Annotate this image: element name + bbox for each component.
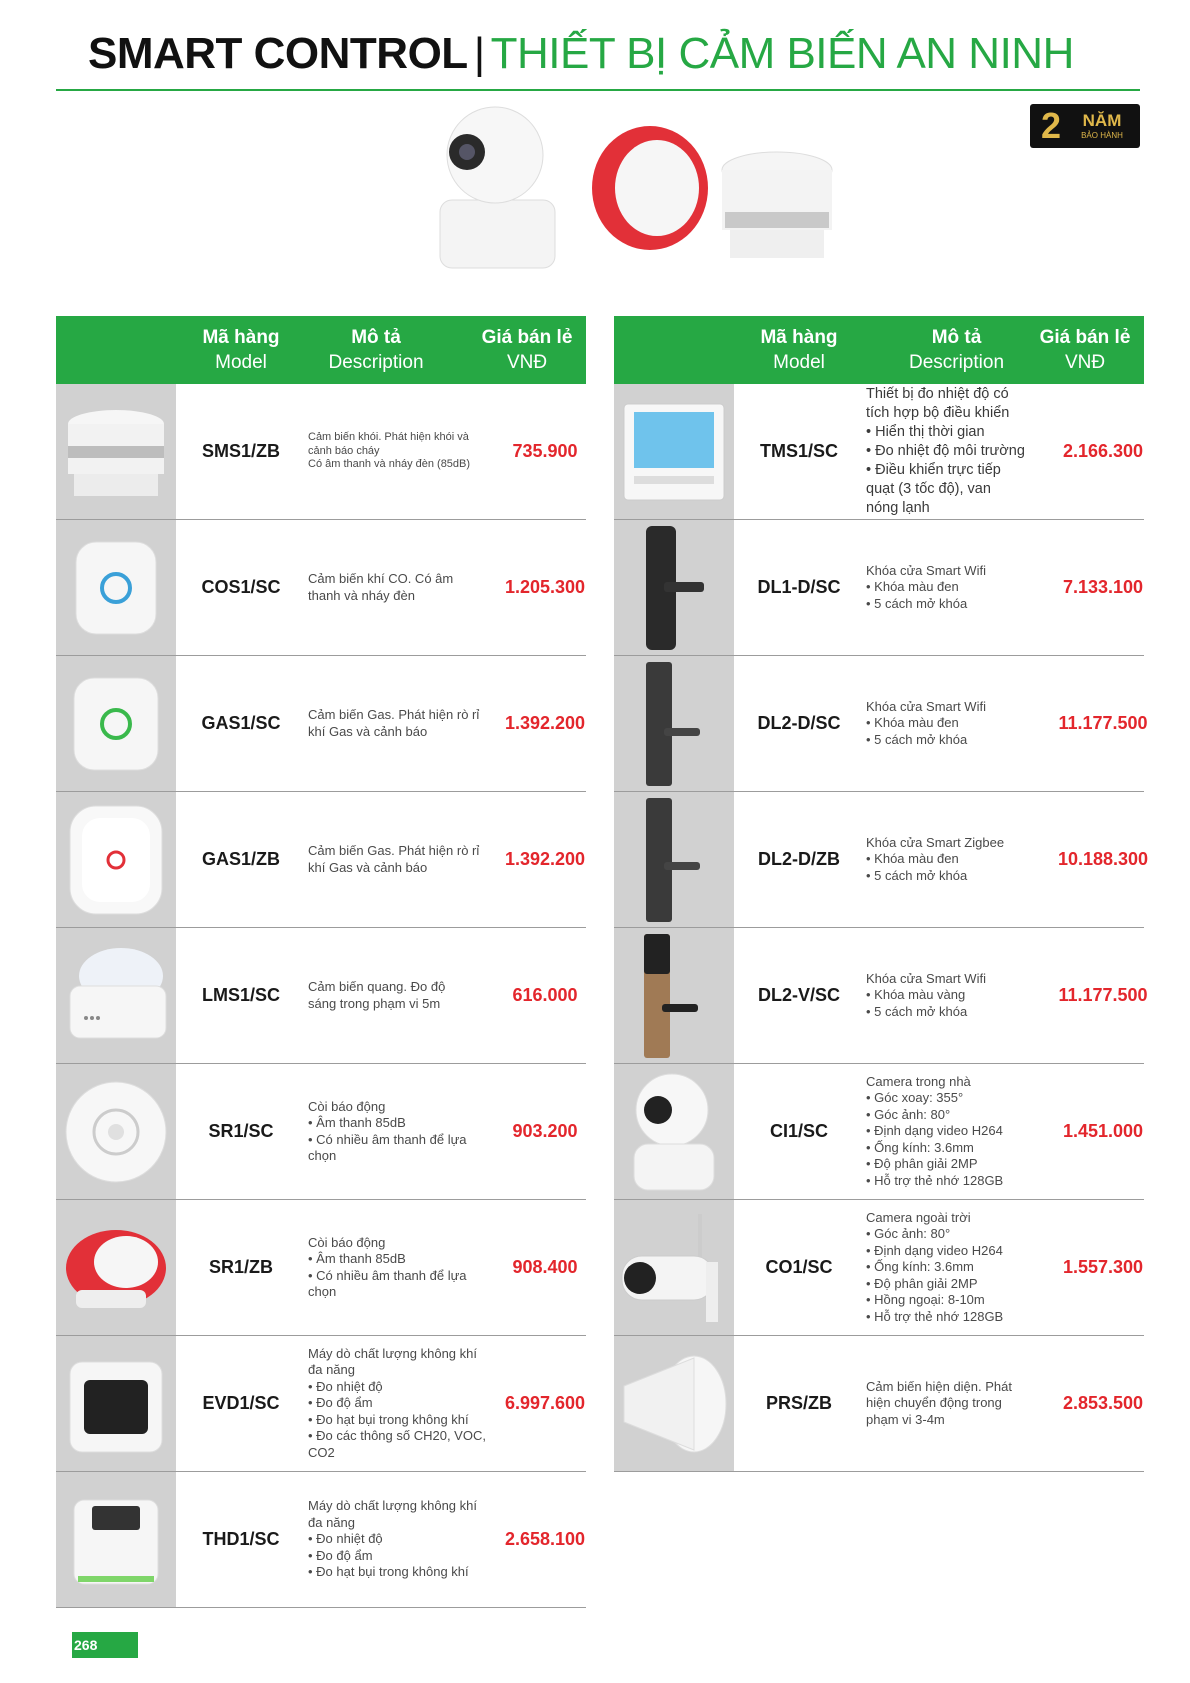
product-price: 2.853.500 [1062,1393,1144,1413]
product-model: PRS/ZB [765,1393,832,1413]
product-model: EVD1/SC [202,1393,280,1413]
product-description: Cảm biến khí CO. Có âm thanh và nháy đèn [308,571,454,603]
hero-products-image [425,100,865,300]
table-row [614,928,1148,1064]
product-description: Cảm biến hiện diện. Phát hiện chuyển động trong phạm vi 3-4m [866,1378,1012,1427]
page-number: 268 [72,1632,138,1658]
header-model: Mã hàng Model [202,327,280,373]
product-description: Khóa cửa Smart Wifi • Khóa màu đen • 5 cách mở khóa [866,698,986,747]
product-model: GAS1/ZB [201,849,280,869]
air-monitor-icon [56,1472,176,1607]
gas-sensor-zigbee-icon [56,792,176,927]
product-description: Cảm biến Gas. Phát hiện rò rỉ khí Gas và cảnh báo [308,843,480,875]
light-sensor-icon [56,928,176,1063]
table-row [614,384,1144,520]
header-price: Giá bán lẻ VNĐ [1039,327,1131,373]
product-model: SR1/ZB [208,1257,273,1277]
table-row [56,1064,586,1200]
right-table-header [614,316,1144,384]
product-model: DL2-D/ZB [758,849,840,869]
product-model: SMS1/ZB [201,441,280,461]
table-row [56,520,586,656]
product-price: 6.997.600 [504,1393,586,1413]
product-price: 2.658.100 [504,1529,586,1549]
gas-sensor-icon [56,656,176,791]
product-model: DL2-V/SC [757,985,840,1005]
table-row [56,1472,586,1608]
product-model: COS1/SC [201,577,281,597]
header-divider [56,89,1140,91]
indoor-camera-icon [614,1064,734,1199]
table-row [56,928,586,1064]
product-model: THD1/SC [202,1529,280,1549]
product-price: 10.188.300 [1057,849,1149,869]
table-row [614,792,1149,928]
product-description: Máy dò chất lượng không khí đa năng • Đo nhiệt độ • Đo độ ẩm • Đo hạt bụi trong không khí • Đo các thông số CH20, VOC, CO2 [308,1345,486,1460]
warranty-number: 2 [1040,105,1062,146]
product-description: Cảm biến Gas. Phát hiện rò rỉ khí Gas và cảnh báo [308,707,480,739]
product-description: Còi báo động • Âm thanh 85dB • Có nhiều âm thanh để lựa chọn [308,1098,467,1163]
air-quality-monitor-icon [56,1336,176,1471]
product-description: Máy dò chất lượng không khí đa năng • Đo nhiệt độ • Đo độ ẩm • Đo hạt bụi trong không khí [308,1498,477,1580]
header-description: Mô tả Description [328,327,424,373]
product-description: Thiết bị đo nhiệt độ có tích hợp bộ điều khiển • Hiển thị thời gian • Đo nhiệt độ môi trường • Điều khiển trực tiếp quạt (3 tốc độ), van nóng lạnh [866,386,1025,516]
warranty-badge [1030,104,1140,148]
product-price: 11.177.500 [1058,713,1148,733]
product-model: SR1/SC [208,1121,274,1141]
door-lock-icon [614,520,734,655]
table-row [614,1200,1144,1336]
product-price: 616.000 [512,985,578,1005]
brand-title: SMART CONTROL [88,29,468,78]
product-model: DL2-D/SC [757,713,841,733]
siren-red-icon [56,1200,176,1335]
product-price: 1.205.300 [504,577,586,597]
product-model: GAS1/SC [201,713,281,733]
outdoor-camera-icon [614,1200,734,1335]
siren-icon [56,1064,176,1199]
product-description: Cảm biến khói. Phát hiện khói và cảnh báo cháy Có âm thanh và nháy đèn (85dB) [308,431,471,471]
product-price: 1.392.200 [504,849,586,869]
product-price: 2.166.300 [1062,441,1144,461]
warranty-label: BẢO HÀNH [1081,131,1123,140]
product-description: Khóa cửa Smart Zigbee • Khóa màu đen • 5 cách mở khóa [866,834,1005,883]
header-price: Giá bán lẻ VNĐ [481,327,573,373]
table-row [614,1336,1144,1472]
product-price: 735.900 [512,441,578,461]
product-model: DL1-D/SC [757,577,841,597]
product-price: 908.400 [512,1257,578,1277]
left-table-header [56,316,586,384]
table-row [614,656,1148,792]
door-lock-icon [614,656,734,791]
door-lock-gold-icon [614,928,734,1063]
product-model: TMS1/SC [759,441,838,461]
product-description: Khóa cửa Smart Wifi • Khóa màu vàng • 5 cách mở khóa [866,970,986,1019]
product-description: Khóa cửa Smart Wifi • Khóa màu đen • 5 cách mở khóa [866,562,986,611]
product-model: CO1/SC [765,1257,833,1277]
smoke-detector-icon [56,384,176,519]
product-price: 11.177.500 [1058,985,1148,1005]
table-row [614,520,1144,656]
product-model: CI1/SC [769,1121,829,1141]
product-price: 7.133.100 [1062,577,1144,597]
category-title: THIẾT BỊ CẢM BIẾN AN NINH [490,29,1074,78]
table-row [56,384,586,520]
product-price: 903.200 [512,1121,578,1141]
product-description: Camera ngoài trời • Góc ảnh: 80° • Định dạng video H264 • Ống kính: 3.6mm • Độ phân giải 2MP • Hồng ngoại: 8-10m • Hỗ trợ thẻ nhớ 128GB [866,1209,1004,1324]
product-price: 1.557.300 [1062,1257,1144,1277]
product-description: Cảm biến quang. Đo độ sáng trong phạm vi 5m [308,979,446,1011]
header-description: Mô tả Description [908,327,1005,373]
door-lock-icon [614,792,734,927]
thermostat-icon [614,384,734,519]
table-row [56,656,586,792]
product-price: 1.451.000 [1062,1121,1144,1141]
table-row [56,1336,586,1472]
presence-sensor-icon [614,1336,734,1471]
table-row [56,792,586,928]
header-model: Mã hàng Model [760,327,838,373]
product-description: Camera trong nhà • Góc xoay: 355° • Góc ảnh: 80° • Định dạng video H264 • Ống kính: 3.6mm • Độ phân giải 2MP • Hỗ trợ thẻ nhớ 128GB [866,1073,1004,1188]
co-sensor-icon [56,520,176,655]
product-price: 1.392.200 [504,713,586,733]
table-row [56,1200,586,1336]
title-separator: | [473,29,485,78]
page-title [88,28,1074,80]
warranty-unit: NĂM [1082,111,1122,130]
product-description: Còi báo động • Âm thanh 85dB • Có nhiều âm thanh để lựa chọn [308,1234,467,1299]
table-row [614,1064,1144,1200]
product-model: LMS1/SC [201,985,280,1005]
